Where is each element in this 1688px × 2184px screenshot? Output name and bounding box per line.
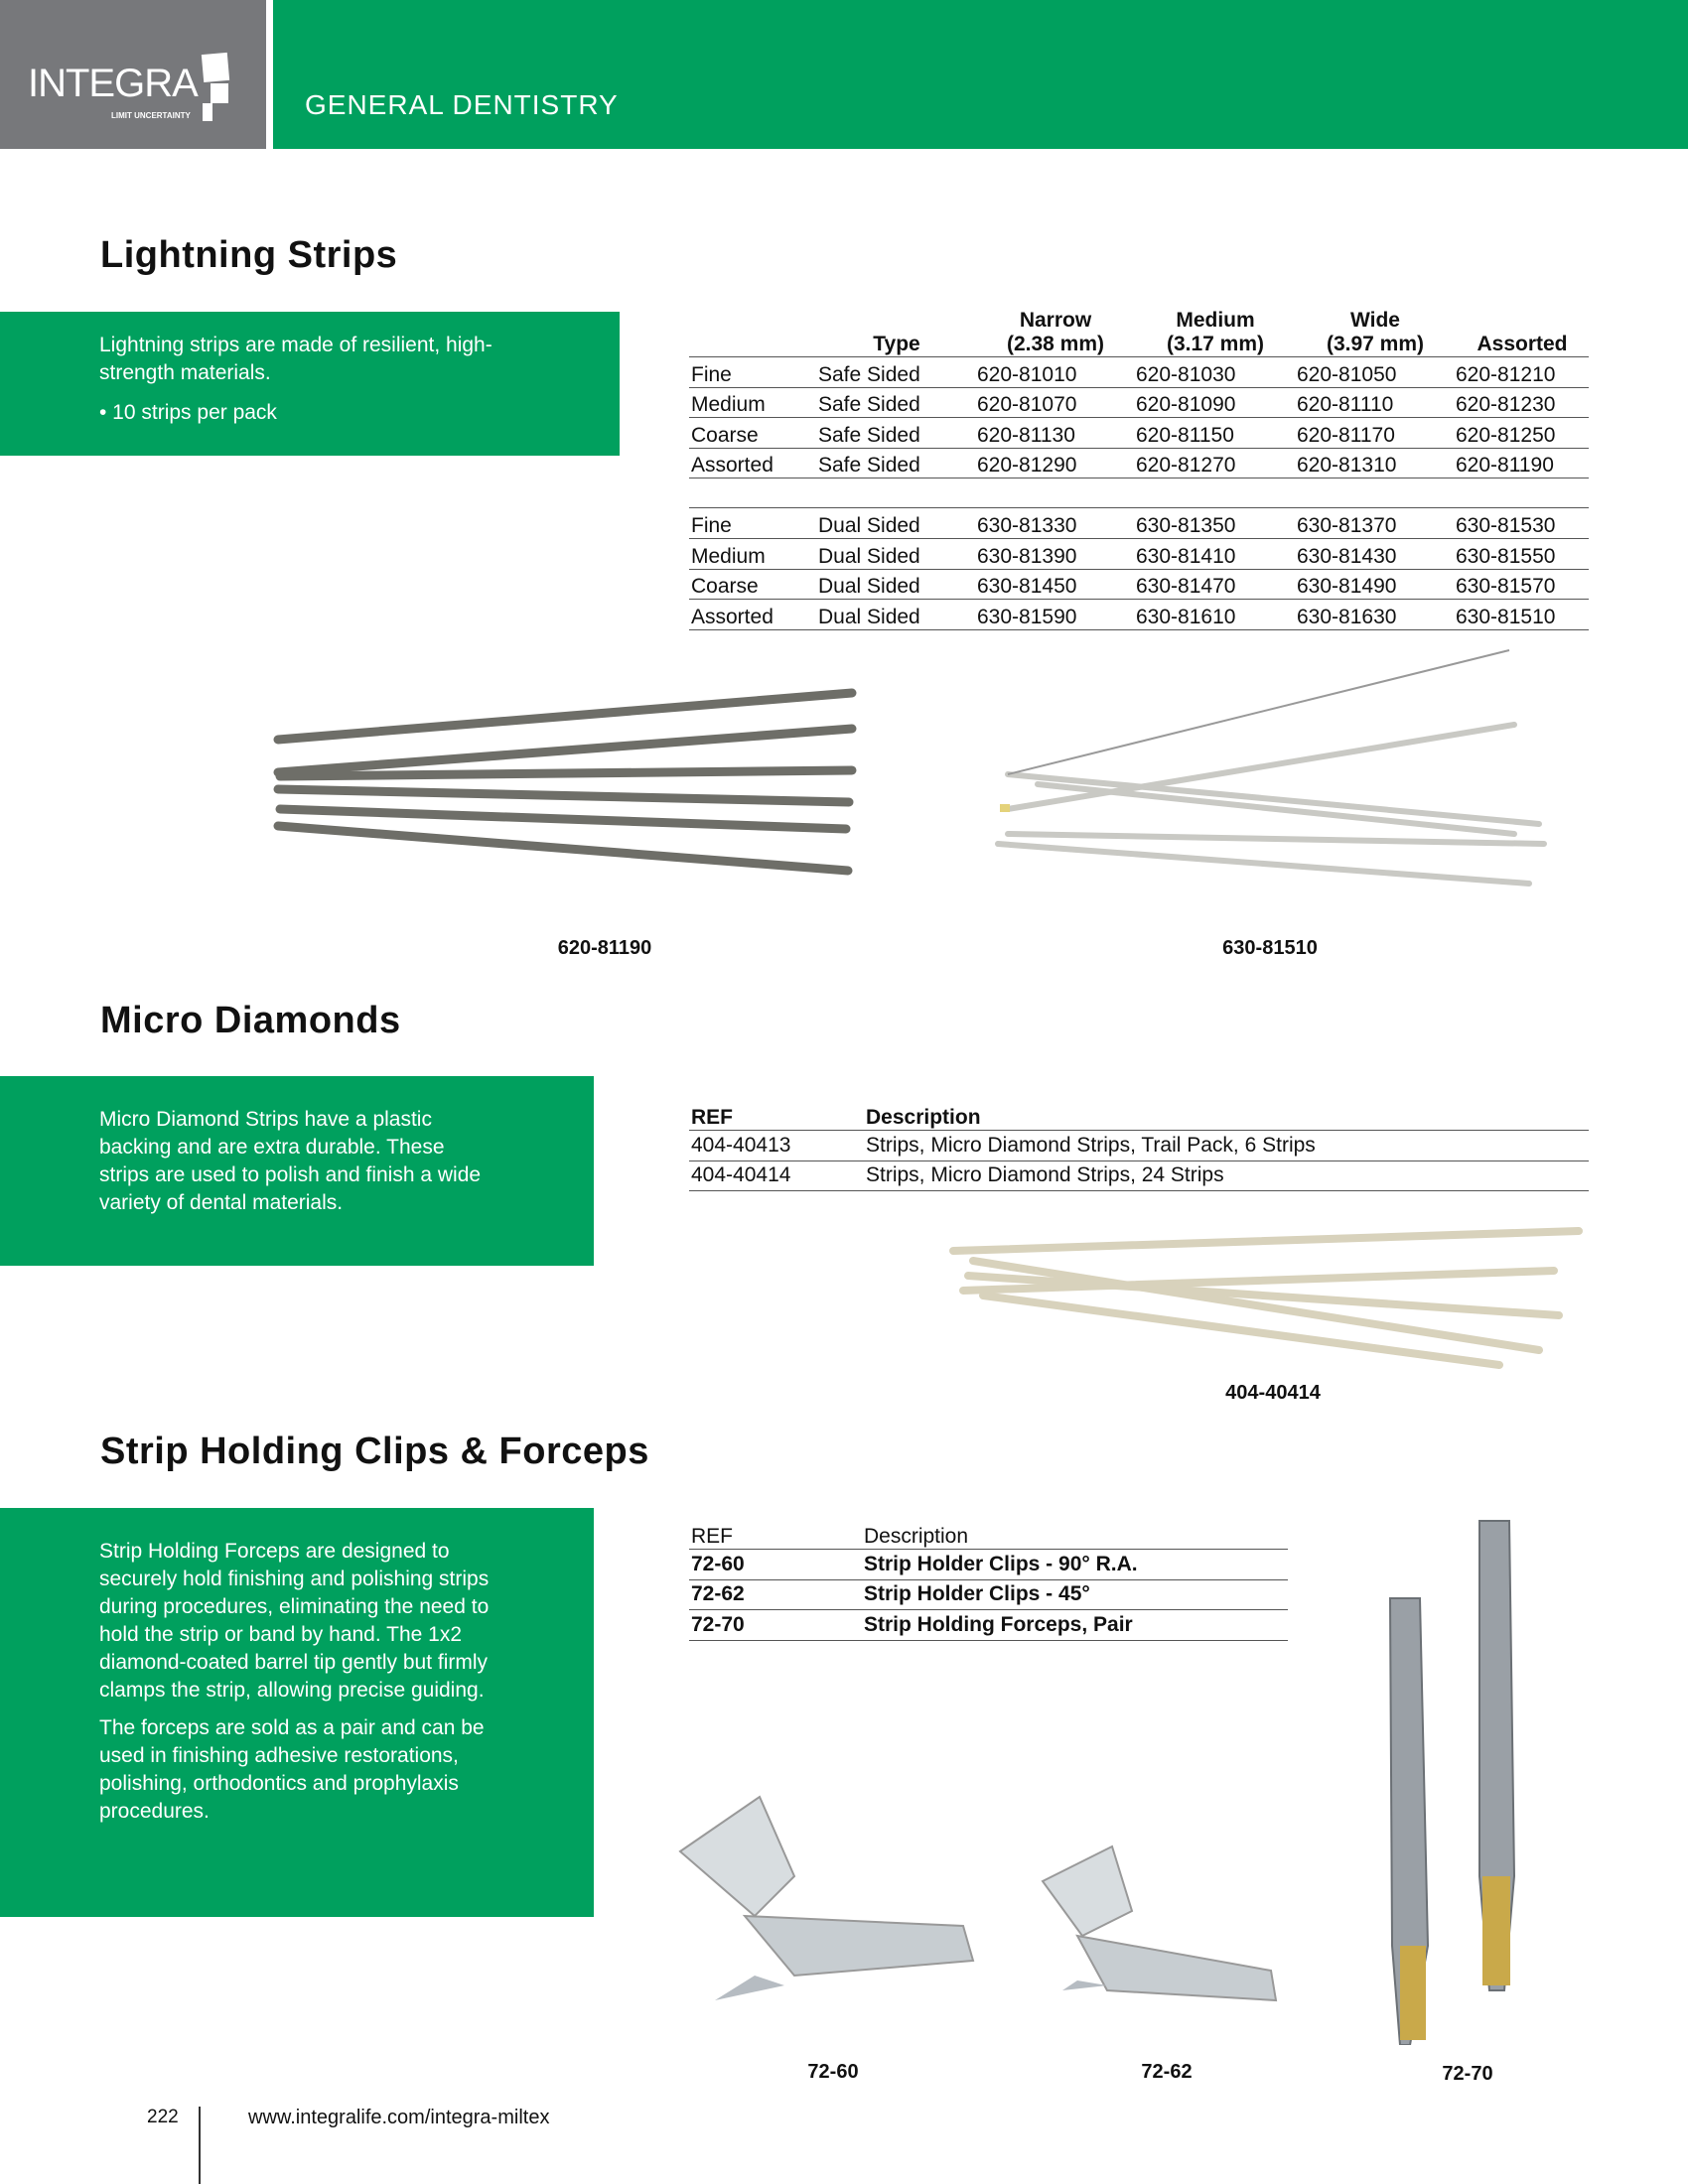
caption-72-62: 72-62 [1141,2061,1193,2083]
clips-description-box [0,1508,594,1917]
table-cell: 620-81170 [1295,418,1454,449]
micro-table [689,1100,1589,1191]
table-row [689,357,1589,388]
table-cell: 620-81270 [1134,448,1295,478]
table-cell: 620-81130 [975,418,1134,449]
table-row [689,569,1589,600]
description-cell: Strip Holder Clips - 45° [862,1579,1288,1610]
table-cell: 620-81050 [1295,357,1454,388]
safe-sided-strips-image [268,685,864,893]
column-header: Type [816,309,975,357]
section-label: GENERAL DENTISTRY [305,89,619,120]
description-cell: Strip Holder Clips - 90° R.A. [862,1550,1288,1580]
table-cell: 630-81610 [1134,600,1295,630]
column-header: Narrow (2.38 mm) [975,309,1134,357]
ref-cell: 404-40414 [689,1160,864,1191]
caption-620-81190: 620-81190 [557,937,652,959]
table-cell: Dual Sided [816,538,975,569]
table-cell: 620-81210 [1454,357,1589,388]
column-header: Wide (3.97 mm) [1295,309,1454,357]
table-cell: Fine [689,508,816,539]
table-row [689,538,1589,569]
lightning-description-box [0,312,620,456]
header-bar [273,0,1688,149]
table-cell: Fine [689,357,816,388]
table-row [689,418,1589,449]
micro-diamond-strips-image [943,1201,1589,1380]
table-spacer [689,478,1589,508]
ref-cell: 72-70 [689,1610,862,1641]
table-header-row [689,309,1589,357]
table-cell: 630-81570 [1454,569,1589,600]
description-cell: Strips, Micro Diamond Strips, Trail Pack, 6 Strips [864,1131,1589,1161]
table-row [689,1610,1288,1641]
table-cell: 630-81350 [1134,508,1295,539]
table-cell: Safe Sided [816,357,975,388]
column-header [689,309,816,357]
clips-table [689,1519,1288,1641]
col-ref: REF [689,1100,864,1131]
col-ref: REF [689,1519,862,1550]
footer-url[interactable]: www.integralife.com/integra-miltex [248,2107,550,2128]
table-cell: 630-81430 [1295,538,1454,569]
table-row [689,600,1589,630]
table-cell: 630-81530 [1454,508,1589,539]
table-cell: 620-81090 [1134,387,1295,418]
clips-description-1: Strip Holding Forceps are designed to securely hold finishing and polishing strips during procedures, eliminating the need to hold the strip or band by hand. The 1x2 diamond-coated barrel tip gently but firmly clamps the strip, allowing precise guiding. [99,1540,490,1702]
table-cell: 630-81550 [1454,538,1589,569]
table-cell: 620-81290 [975,448,1134,478]
dual-sided-strips-image [978,645,1554,903]
column-header: Medium (3.17 mm) [1134,309,1295,357]
page-number: 222 [147,2107,179,2127]
caption-630-81510: 630-81510 [1222,937,1318,959]
table-cell: Dual Sided [816,600,975,630]
table-cell: 620-81030 [1134,357,1295,388]
column-header: Assorted [1454,309,1589,357]
table-row [689,387,1589,418]
logo: INTEGRA [28,62,198,105]
table-cell: 630-81490 [1295,569,1454,600]
clip-90-image [675,1787,993,2015]
table-cell: 630-81370 [1295,508,1454,539]
table-cell: 620-81250 [1454,418,1589,449]
table-cell: Medium [689,538,816,569]
table-cell: 630-81630 [1295,600,1454,630]
logo-tagline: LIMIT UNCERTAINTY [111,111,191,120]
table-cell: Coarse [689,569,816,600]
clips-description-2: The forceps are sold as a pair and can be used in finishing adhesive restorations, polishing, orthodontics and prophylaxis procedures. [99,1716,485,1823]
table-row [689,1131,1589,1161]
micro-description: Micro Diamond Strips have a plastic backing and are extra durable. These strips are used to polish and finish a wide variety of dental materials. [99,1108,482,1214]
col-description: Description [864,1100,1589,1131]
table-cell: 630-81510 [1454,600,1589,630]
table-row [689,1160,1589,1191]
caption-404-40414: 404-40414 [1225,1382,1321,1404]
table-cell: 620-81310 [1295,448,1454,478]
table-cell: 620-81010 [975,357,1134,388]
table-cell: 630-81410 [1134,538,1295,569]
table-cell: Assorted [689,600,816,630]
ref-cell: 404-40413 [689,1131,864,1161]
table-row [689,508,1589,539]
description-cell: Strip Holding Forceps, Pair [862,1610,1288,1641]
table-cell: 630-81450 [975,569,1134,600]
lightning-description: Lightning strips are made of resilient, high-strength materials. [99,334,492,384]
table-row [689,1550,1288,1580]
logo-squares-icon [195,52,240,131]
table-cell: Assorted [689,448,816,478]
table-cell: 630-81470 [1134,569,1295,600]
table-cell: 630-81590 [975,600,1134,630]
table-row [689,448,1589,478]
footer-divider [199,2107,201,2184]
table-cell: Safe Sided [816,418,975,449]
table-cell: Dual Sided [816,569,975,600]
caption-72-70: 72-70 [1442,2063,1493,2085]
table-cell: 630-81390 [975,538,1134,569]
table-row [689,1579,1288,1610]
table-cell: 620-81190 [1454,448,1589,478]
table-cell: Safe Sided [816,387,975,418]
table-cell: 620-81070 [975,387,1134,418]
table-cell: 630-81330 [975,508,1134,539]
table-cell: Medium [689,387,816,418]
clip-45-image [1038,1842,1286,2010]
caption-72-60: 72-60 [807,2061,859,2083]
table-cell: Safe Sided [816,448,975,478]
ref-cell: 72-60 [689,1550,862,1580]
ref-cell: 72-62 [689,1579,862,1610]
micro-diamonds-title: Micro Diamonds [100,1000,401,1041]
table-cell: Coarse [689,418,816,449]
forceps-image [1380,1509,1569,2045]
table-cell: 620-81150 [1134,418,1295,449]
table-cell: 620-81230 [1454,387,1589,418]
table-cell: 620-81110 [1295,387,1454,418]
lightning-table [689,309,1589,630]
lightning-bullet: • 10 strips per pack [99,401,277,424]
col-description: Description [862,1519,1288,1550]
lightning-strips-title: Lightning Strips [100,234,398,276]
description-cell: Strips, Micro Diamond Strips, 24 Strips [864,1160,1589,1191]
clips-title: Strip Holding Clips & Forceps [100,1431,649,1472]
micro-description-box [0,1076,594,1266]
table-cell: Dual Sided [816,508,975,539]
